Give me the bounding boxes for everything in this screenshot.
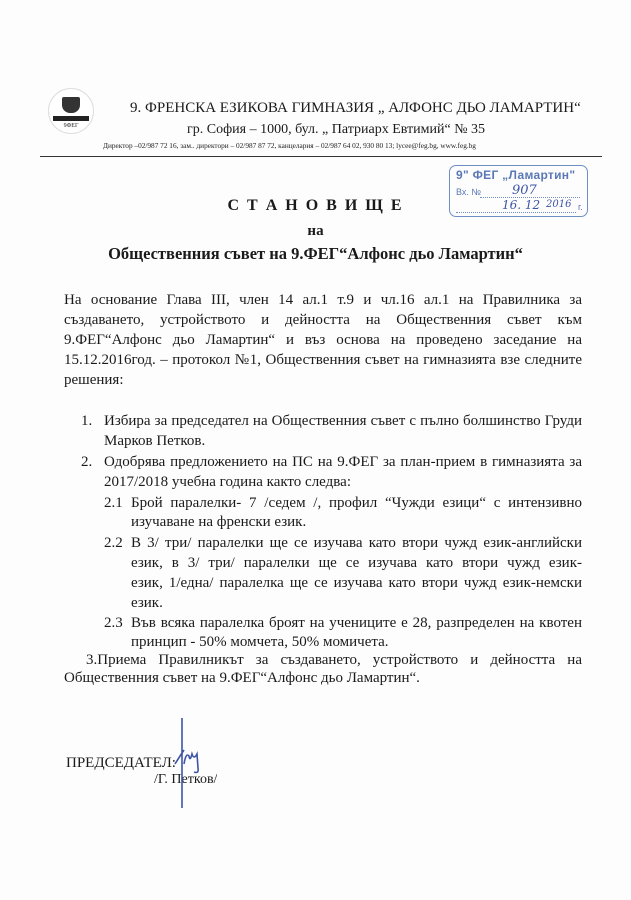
sublist-line: език. (131, 595, 163, 611)
list-line: Одобрява предложението на ПС на 9.ФЕГ за план-прием в гимназията за (104, 454, 582, 470)
school-logo (48, 88, 94, 134)
sublist-line: принцип - 50% момчета, 50% момичета. (131, 634, 389, 650)
list-line: Общественния съвет на 9.ФЕГ“Алфонс дьо Ламартин“. (64, 670, 420, 686)
list-line: Избира за председател на Общественния съвет с пълно болшинство Груди (104, 413, 582, 429)
list-number: 2. (81, 454, 93, 470)
document-subtitle: Общественния съвет на 9.ФЕГ“Алфонс дьо Ламартин“ (108, 244, 523, 263)
school-name: 9. ФРЕНСКА ЕЗИКОВА ГИМНАЗИЯ „ АЛФОНС ДЬО ЛАМАРТИН“ (130, 100, 581, 116)
list-line: 3.Приема Правилникът за създаването, устройството и дейността на (86, 652, 582, 668)
document-title-on: на (307, 223, 324, 239)
paragraph-line: създаването, устройството и дейността на Общественния съвет към (64, 312, 582, 328)
stamp-reg-number: 907 (512, 183, 537, 198)
sublist-line: език, 1/една/ паралелка ще се изучава като втори чужд език-немски (131, 575, 582, 591)
signature-role: ПРЕДСЕДАТЕЛ: (66, 755, 176, 771)
paragraph-line: На основание Глава III, член 14 ал.1 т.9 и чл.16 ал.1 на Правилника за (64, 292, 582, 308)
sublist-line: Във всяка паралелка броят на учениците е 28, разпределен на квотен (131, 615, 582, 631)
document-title: С Т А Н О В И Щ Е (227, 197, 404, 214)
school-contacts: Директор –02/987 72 16, зам.. директори – 02/987 87 72, канцелария – 02/987 64 02, 930 80 13; lycee@feg.bg, www.feg.bg (103, 141, 476, 150)
paragraph-line: решения: (64, 372, 124, 388)
sublist-line: изучаване на френски език. (131, 514, 307, 530)
handwritten-signature (170, 716, 210, 816)
stamp-date-year: 2016 (546, 199, 572, 210)
header-rule (40, 156, 602, 157)
list-line: 2017/2018 учебна година както следва: (104, 474, 351, 490)
sublist-line: В 3/ три/ паралелки ще се изучава като втори чужд език-английски (131, 535, 582, 551)
signature-name: /Г. Петков/ (154, 772, 218, 787)
logo-text: 9ФЕГ (63, 123, 79, 129)
school-address: гр. София – 1000, бул. „ Патриарх Евтимий“ № 35 (187, 122, 486, 137)
list-number: 1. (81, 413, 93, 429)
logo-band (53, 116, 89, 121)
list-line: Марков Петков. (104, 433, 206, 449)
shield-icon (62, 97, 80, 113)
sublist-line: език, в 3/ три/ паралелки ще се изучава като втори чужд език- (131, 555, 582, 571)
stamp-year-suffix: г. (578, 202, 583, 212)
paragraph-line: 15.12.2016год. – протокол №1, Общественния съвет на гимназията взе следните (64, 352, 582, 368)
sublist-number: 2.3 (104, 615, 123, 631)
sublist-line: Брой паралелки- 7 /седем /, профил “Чужди езици“ с интензивно (131, 495, 582, 511)
sublist-number: 2.1 (104, 495, 123, 511)
stamp-date-day: 16. 12 (502, 198, 541, 212)
paragraph-line: 9.ФЕГ“Алфонс дьо Ламартин“ и въз основа на проведено заседание на (64, 332, 582, 348)
sublist-number: 2.2 (104, 535, 123, 551)
stamp-title: 9" ФЕГ „Ламартин" (456, 168, 576, 182)
stamp-reg-label: Вх. № (456, 187, 482, 197)
